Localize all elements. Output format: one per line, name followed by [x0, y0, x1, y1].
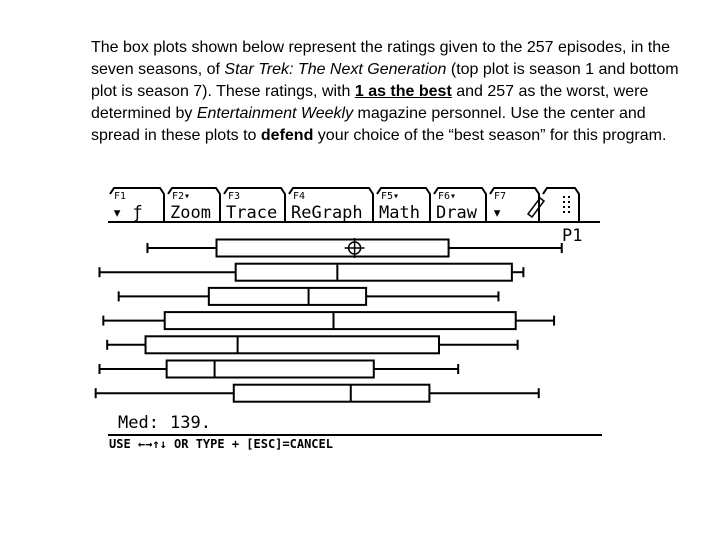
- prompt-text: The box plots shown below represent the ratings given to the 257 episodes, in the seven seasons, of: [91, 39, 671, 78]
- boxplot-4: [103, 312, 554, 329]
- boxplot-6: [100, 361, 459, 378]
- readout-label: Med:: [118, 413, 159, 433]
- prompt-text: and 257 as the worst, were determined by: [91, 83, 649, 122]
- toolbar-item-4[interactable]: [377, 188, 430, 223]
- fkey-label: F4: [293, 191, 306, 202]
- fkey-label: F5▾: [381, 191, 400, 202]
- prompt-text: your choice of the “best season” for this program.: [313, 127, 667, 144]
- fkey-label: F3: [228, 191, 241, 202]
- toolbar-label: Math: [379, 203, 420, 223]
- help-line: USE ←→↑↓ OR TYPE + [ESC]=CANCEL: [109, 437, 333, 451]
- toolbar-item-0[interactable]: [110, 188, 164, 223]
- boxplot-group: [96, 240, 562, 402]
- toolbar-item-7[interactable]: [543, 188, 579, 221]
- fkey-label: F7: [494, 191, 507, 202]
- pencil-icon: [528, 198, 544, 217]
- iqr-box: [167, 361, 374, 378]
- prompt-text: (top plot is season 1 and bottom plot is season 7). These ratings, with: [91, 61, 679, 100]
- prompt-text: magazine personnel. Use the center and spread in these plots to: [91, 105, 646, 144]
- best-rating-note: 1 as the best: [354, 83, 452, 100]
- boxplot-3: [119, 288, 499, 305]
- iqr-box: [165, 312, 516, 329]
- magazine-name: Entertainment Weekly: [196, 105, 354, 122]
- toolbar-item-2[interactable]: [224, 188, 285, 223]
- graph-icon: [563, 196, 570, 213]
- toolbar: [108, 188, 600, 223]
- defend-word: defend: [260, 127, 314, 144]
- toolbar-item-1[interactable]: [168, 188, 220, 223]
- toolbar-item-6[interactable]: [490, 188, 539, 223]
- plot-label: P1: [562, 226, 583, 246]
- fkey-label: F6▾: [438, 191, 457, 202]
- toolbar-label: ▾ ƒ: [112, 203, 143, 223]
- iqr-box: [217, 240, 449, 257]
- toolbar-label: Trace: [226, 203, 278, 223]
- boxplot-5: [107, 336, 517, 353]
- iqr-box: [236, 264, 512, 281]
- iqr-box: [146, 336, 439, 353]
- toolbar-item-5[interactable]: [434, 188, 486, 223]
- show-title: Star Trek: The Next Generation: [224, 61, 447, 78]
- toolbar-label: ▾: [492, 203, 503, 223]
- fkey-label: F2▾: [172, 191, 191, 202]
- iqr-box: [209, 288, 366, 305]
- boxplot-2: [100, 264, 524, 281]
- question-prompt: [91, 37, 691, 147]
- toolbar-label: ReGraph: [291, 203, 363, 223]
- toolbar-label: Zoom: [170, 203, 211, 223]
- toolbar-item-3[interactable]: [289, 188, 373, 223]
- fkey-label: F1: [114, 191, 127, 202]
- boxplot-7: [96, 385, 539, 402]
- readout-value: 139.: [170, 413, 211, 433]
- toolbar-label: Draw: [436, 203, 477, 223]
- iqr-box: [234, 385, 430, 402]
